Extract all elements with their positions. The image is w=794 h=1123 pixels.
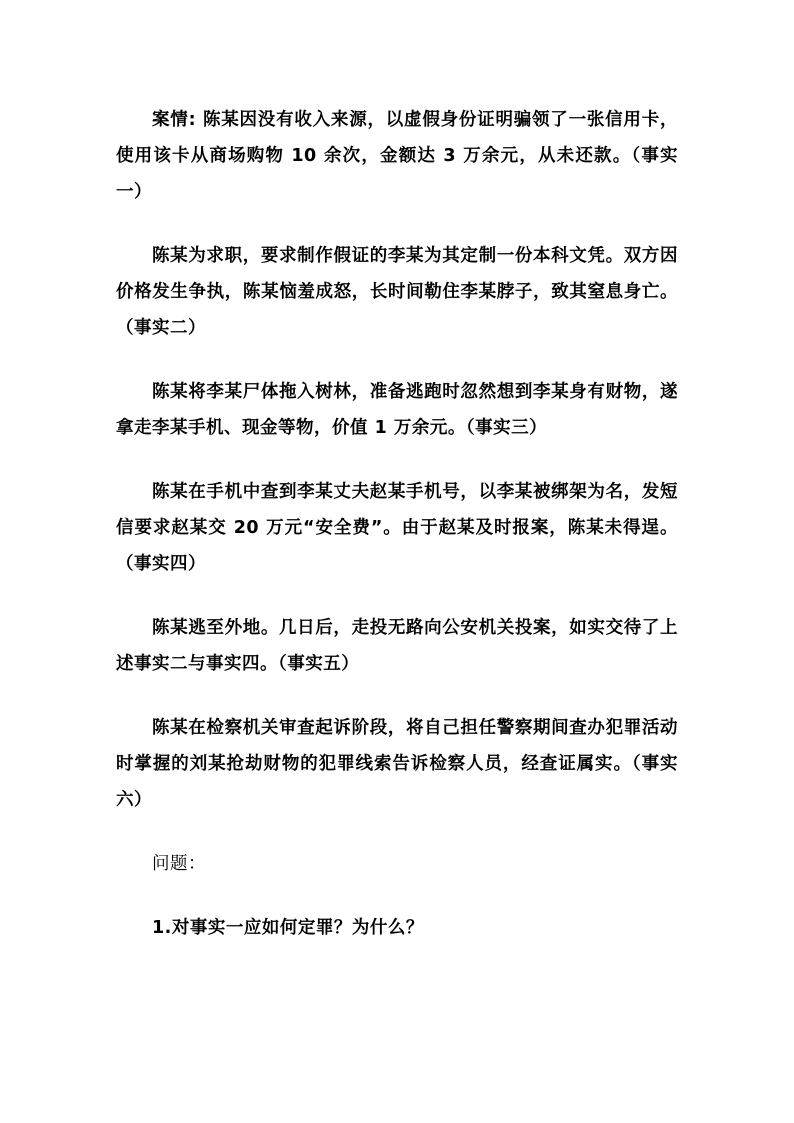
case-fact-4-paragraph: 陈某在手机中查到李某丈夫赵某手机号，以李某被绑架为名，发短信要求赵某交 20 万元“安全费”。由于赵某及时报案，陈某未得逞。（事实四） <box>116 482 678 574</box>
case-fact-1-paragraph: 案情: 陈某因没有收入来源，以虚假身份证明骗领了一张信用卡，使用该卡从商场购物 10 余次，金额达 3 万余元，从未还款。（事实一） <box>116 110 678 202</box>
questions-heading: 问题： <box>152 854 206 874</box>
document-body <box>116 102 678 946</box>
case-fact-6-paragraph: 陈某在检察机关审查起诉阶段，将自己担任警察期间查办犯罪活动时掌握的刘某抢劫财物的犯罪线索告诉检察人员，经查证属实。（事实六） <box>116 718 678 810</box>
case-fact-3-paragraph: 陈某将李某尸体拖入树林，准备逃跑时忽然想到李某身有财物，遂拿走李某手机、现金等物，价值 1 万余元。（事实三） <box>116 382 678 438</box>
question-1-paragraph: 1.对事实一应如何定罪？为什么？ <box>152 918 424 938</box>
case-fact-2-paragraph: 陈某为求职，要求制作假证的李某为其定制一份本科文凭。双方因价格发生争执，陈某恼羞成怒，长时间勒住李某脖子，致其窒息身亡。（事实二） <box>116 246 678 338</box>
case-fact-5-paragraph: 陈某逃至外地。几日后，走投无路向公安机关投案，如实交待了上述事实二与事实四。（事实五） <box>116 618 678 674</box>
